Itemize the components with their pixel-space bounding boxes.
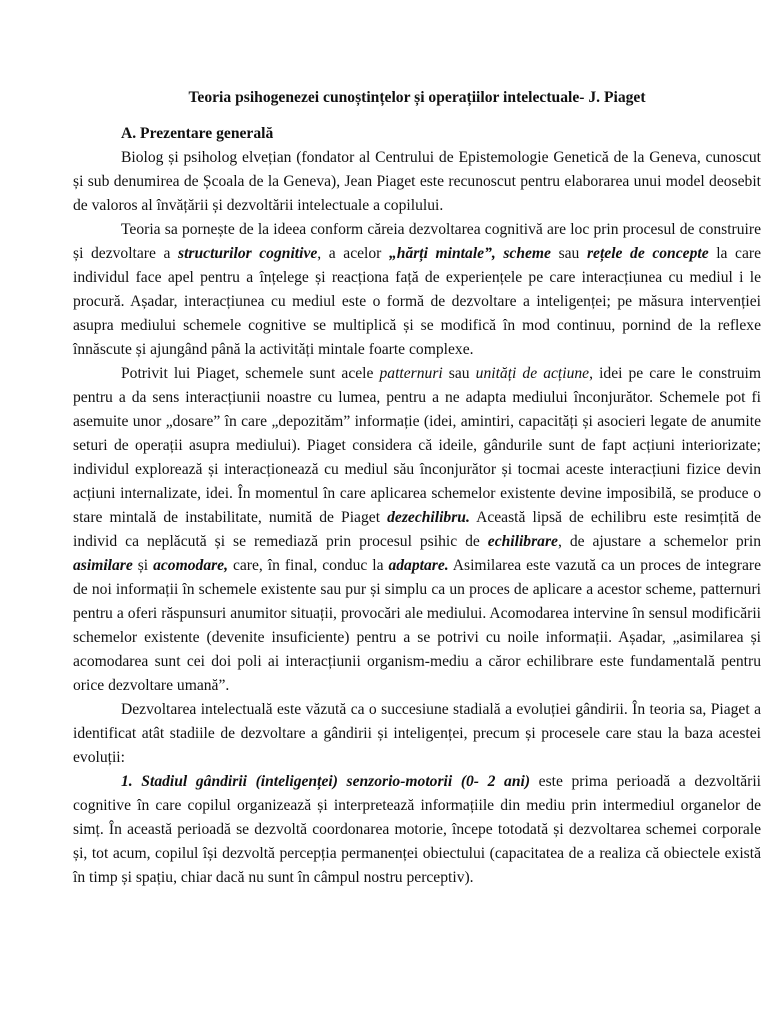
emphasis-term: echilibrare xyxy=(487,533,558,550)
text: Potrivit lui Piaget, schemele sunt acele xyxy=(121,365,380,382)
stage-heading: 1. Stadiul gândirii (inteligenței) senzorio-motorii (0- 2 ani) xyxy=(121,773,531,790)
paragraph-schemes xyxy=(73,362,761,698)
italic-term: unități de acțiune xyxy=(475,365,590,382)
emphasis-term: rețele de concepte xyxy=(586,245,709,262)
document-title: Teoria psihogenezei cunoștințelor și operațiilor intelectuale- J. Piaget xyxy=(188,89,646,106)
emphasis-term: adaptare. xyxy=(388,557,449,574)
emphasis-term: „hărți mintale”, scheme xyxy=(388,245,551,262)
paragraph-intro: Biolog și psiholog elvețian (fondator al Centrului de Epistemologie Genetică de la Geneva, cunoscut și sub denumirea de Școala de la Geneva), Jean Piaget este recunoscut pentru elaborarea unui model deosebit de valoros al învățării și dezvoltării intelectuale a copilului. xyxy=(73,149,761,214)
document-page xyxy=(73,86,761,890)
emphasis-term: acomodare, xyxy=(153,557,229,574)
text: sau xyxy=(550,245,587,262)
text: , a acelor xyxy=(317,245,389,262)
emphasis-term: dezechilibru. xyxy=(387,509,470,526)
paragraph-development: Dezvoltarea intelectuală este văzută ca o succesiune stadială a evoluției gândirii. În teoria sa, Piaget a identificat atât stadiile de dezvoltare a gândirii și inteligenței, precum și procesele care stau la baza acestei evoluții: xyxy=(73,701,761,766)
text: la care individul face apel pentru a înțelege și reacționa față de experiențele pe care interacțiunea cu mediul i le procură. Așadar, interacțiunea cu mediul este o formă de dezvoltare a inteligenței; pe măsura intervenției asupra mediului schemele cognitive se multiplică și se modifică în mod continuu, pornind de la reflexe înnăscute și ajungând până la activități mintale foarte complexe. xyxy=(73,245,762,358)
text: Această lipsă de echilibru este resimțită de individ ca neplăcută și se remediază prin procesul psihic de xyxy=(73,509,761,550)
text: Teoria sa pornește de la ideea conform căreia dezvoltarea cognitivă are loc prin procesul de construire și dezvoltare a xyxy=(73,221,761,262)
text: , idei pe care le construim pentru a da sens interacțiunii noastre cu lumea, pentru a ne adapta mediului înconjurător. Schemele pot fi asemuite unor „dosare” în care „depozităm” informație (idei, amintiri, capacități și asocieri legate de anumite seturi de operații asupra mediului). Piaget considera că ideile, gândurile sunt de fapt acțiuni interiorizate; individul explorează și interacționează cu mediul său înconjurător și tocmai aceste interacțiuni fizice devin acțiuni internalizate, idei. În momentul în care aplicarea schemelor existente devine imposibilă, se produce o stare mintală de instabilitate, numită de Piaget xyxy=(73,365,761,526)
emphasis-term: asimilare xyxy=(73,557,133,574)
text: Asimilarea este vazută ca un proces de integrare de noi informații în schemele existente sau pur și simplu ca un proces de aplicare a acestor scheme, patternuri pentru a oferi răspunsuri anumitor situații, provocări ale mediului. Acomodarea intervine în sensul modificării schemelor existente (devenite insuficiente) pentru a se potrivi cu noile informații. Așadar, „asimilarea și acomodarea sunt cei doi poli ai interacțiunii organism-mediu a căror echilibrare este fundamentală pentru orice dezvoltare umană”. xyxy=(73,557,761,694)
section-heading: A. Prezentare generală xyxy=(121,125,274,142)
emphasis-term: structurilor cognitive xyxy=(178,245,318,262)
italic-term: patternuri xyxy=(379,365,443,382)
text: care, în final, conduc la xyxy=(228,557,389,574)
text: , de ajustare a schemelor prin xyxy=(557,533,761,550)
paragraph-theory xyxy=(73,218,761,362)
text: sau xyxy=(442,365,476,382)
text: este prima perioadă a dezvoltării cognitive în care copilul organizează și interpretează informațiile din mediu prin intermediul organelor de simț. În această perioadă se dezvoltă coordonarea motorie, începe totodată și dezvoltarea schemei corporale și, tot acum, copilul își dezvoltă percepția permanenței obiectului (capacitatea de a realiza că obiectele există în timp și spațiu, chiar dacă nu sunt în câmpul nostru perceptiv). xyxy=(73,773,761,886)
paragraph-stage-1 xyxy=(73,770,761,890)
text: și xyxy=(132,557,154,574)
